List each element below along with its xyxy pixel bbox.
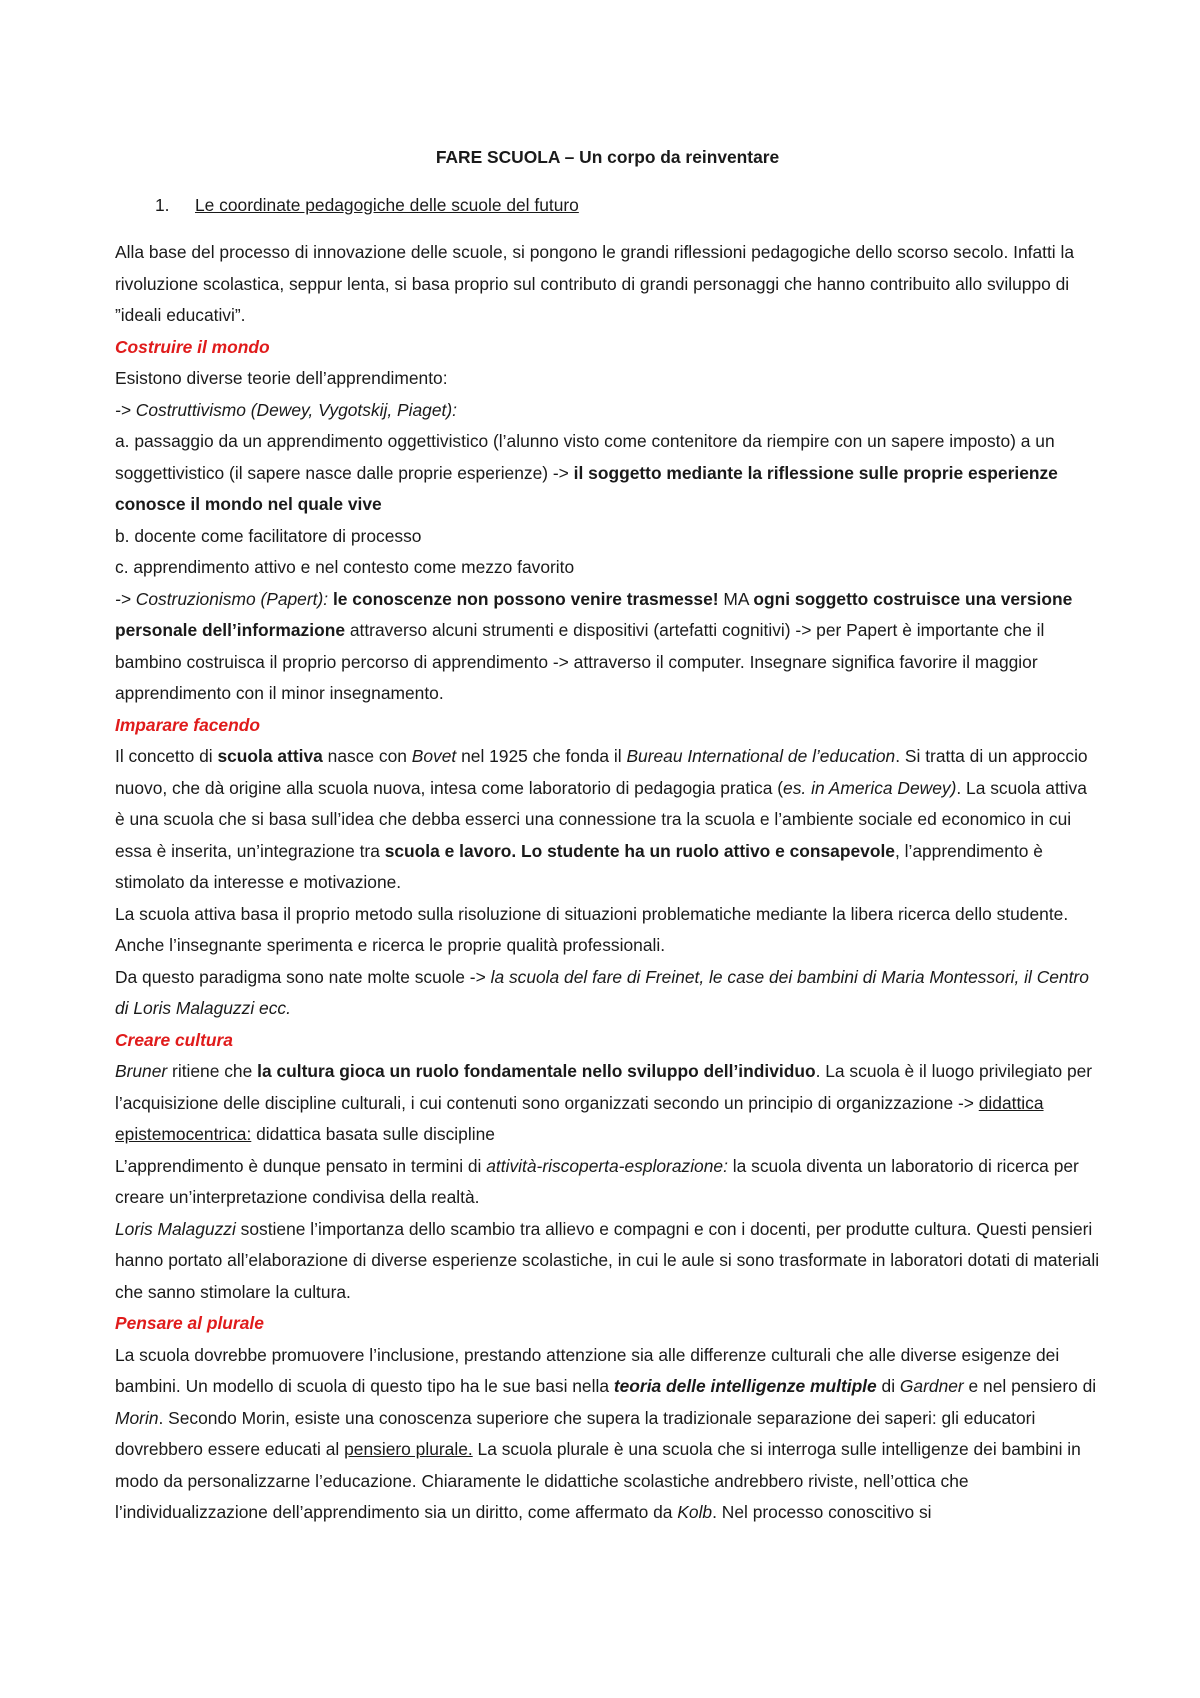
- paragraph: -> Costruttivismo (Dewey, Vygotskij, Piaget):: [115, 399, 457, 420]
- text-run: nasce con: [322, 746, 412, 766]
- text-run: , l’apprendimento è stimolato da interesse e motivazione.: [115, 840, 1043, 892]
- paragraph: [115, 1151, 1100, 1214]
- text-run: . La scuola attiva è una scuola che si basa sull’idea che debba esserci una connessione tra la scuola e l’ambiente sociale ed economico in cui essa è inserita, un’integrazione tra: [115, 777, 1087, 861]
- text-run: . La scuola è il luogo privilegiato per l’acquisizione delle discipline culturali, i cui contenuti sono organizzati secondo un principio di organizzazione ->: [115, 1061, 1093, 1113]
- underlined-run: pensiero plurale.: [344, 1439, 473, 1459]
- section-title-pensare: Pensare al plurale: [115, 1313, 264, 1333]
- text-run: L’apprendimento è dunque pensato in termini di: [115, 1155, 487, 1176]
- text-run: di: [876, 1376, 900, 1396]
- italic-run: la scuola del fare di Freinet, le case dei bambini di Maria Montessori, il Centro di Loris Malaguzzi ecc.: [115, 966, 1089, 1018]
- text-run: MA: [718, 588, 754, 609]
- italic-run: es. in America Dewey): [783, 777, 957, 798]
- text-run: sostiene l’importanza dello scambio tra allievo e compagni e con i docenti, per produtte cultura. Questi pensieri hanno portato all’elaborazione di diverse esperienze scolastiche, in cui le aule si sono trasformate in laboratori dotati di materiali che sanno stimolare la cultura.: [115, 1218, 1100, 1302]
- italic-run: Gardner: [899, 1376, 964, 1396]
- paragraph: [115, 426, 1100, 521]
- italic-run: -> Costruzionismo (Papert):: [115, 588, 333, 609]
- chapter-title: Le coordinate pedagogiche delle scuole del futuro: [195, 194, 579, 215]
- text-run: Da questo paradigma sono nate molte scuole ->: [115, 966, 491, 987]
- intro-paragraph: Alla base del processo di innovazione delle scuole, si pongono le grandi riflessioni pedagogiche dello scorso secolo. Infatti la rivoluzione scolastica, seppur lenta, si basa proprio sul contributo di grandi personaggi che hanno contribuito allo sviluppo di ”ideali educativi”.: [115, 242, 1075, 325]
- paragraph: [115, 741, 1100, 899]
- text-run: La scuola dovrebbe promuovere l’inclusione, prestando attenzione sia alle differenze culturali che alle diverse esigenze dei bambini. Un modello di scuola di questo tipo ha le sue basi nella: [115, 1344, 1060, 1396]
- text-run: La scuola plurale è una scuola che si interroga sulle intelligenze dei bambini in modo da personalizzarne l’educazione. Chiaramente le didattiche scolastiche andrebbero riviste, nell’ottica che l’individualizzazione dell’apprendimento sia un diritto, come affermato da: [115, 1439, 1081, 1522]
- section-title-costruire: Costruire il mondo: [115, 336, 270, 357]
- text-run: Il concetto di: [115, 746, 218, 766]
- paragraph: Esistono diverse teorie dell’apprendimento:: [115, 368, 448, 388]
- section-title-imparare: Imparare facendo: [115, 714, 260, 735]
- text-run: e nel pensiero di: [963, 1376, 1097, 1396]
- bold-run: scuola e lavoro. Lo studente ha un ruolo attivo e consapevole: [384, 840, 895, 861]
- text-run: . Si tratta di un approccio nuovo, che dà origine alla scuola nuova, intesa come laboratorio di pedagogia pratica (: [115, 746, 1088, 798]
- bold-run: scuola attiva: [217, 746, 323, 766]
- bold-run: la cultura gioca un ruolo fondamentale nello sviluppo dell’individuo: [257, 1061, 816, 1081]
- text-run: a. passaggio da un apprendimento oggettivistico (l’alunno visto come contenitore da riempire con un sapere imposto) a un soggettivistico (il sapere nasce dalle proprie esperienze) ->: [115, 431, 1055, 483]
- italic-run: Morin: [115, 1407, 159, 1428]
- paragraph: [115, 962, 1100, 1025]
- italic-run: attività-riscoperta-esplorazione:: [486, 1155, 728, 1176]
- paragraph: La scuola attiva basa il proprio metodo sulla risoluzione di situazioni problematiche mediante la libera ricerca dello studente. Anche l’insegnante sperimenta e ricerca le proprie qualità professionali.: [115, 903, 1069, 955]
- text-run: . Nel processo conoscitivo si: [712, 1502, 932, 1522]
- bold-run: ogni soggetto costruisce una versione personale dell’informazione: [115, 588, 1073, 640]
- bold-run: il soggetto mediante la riflessione sulle proprie esperienze conosce il mondo nel quale vive: [115, 462, 1058, 514]
- text-run: didattica basata sulle discipline: [251, 1124, 495, 1144]
- italic-run: Bureau International de l’education: [626, 746, 896, 766]
- text-run: attraverso alcuni strumenti e dispositivi (artefatti cognitivi) -> per Papert è importante che il bambino costruisca il proprio percorso di apprendimento -> attraverso il computer. Insegnare significa favorire il maggior apprendimento con il minor insegnamento.: [115, 620, 1045, 703]
- document-title: FARE SCUOLA – Un corpo da reinventare: [435, 147, 780, 167]
- paragraph: [115, 584, 1100, 710]
- paragraph: [115, 1340, 1100, 1529]
- paragraph: [115, 1056, 1100, 1151]
- bold-run: le conoscenze non possono venire trasmesse!: [332, 588, 719, 609]
- bold-italic-run: teoria delle intelligenze multiple: [613, 1376, 877, 1396]
- italic-run: Loris Malaguzzi: [115, 1218, 236, 1239]
- italic-run: Bovet: [411, 746, 457, 766]
- text-run: la scuola diventa un laboratorio di ricerca per creare un’interpretazione condivisa della realtà.: [115, 1155, 1079, 1207]
- italic-run: Bruner: [115, 1061, 168, 1081]
- chapter-number: 1.: [155, 194, 170, 215]
- paragraph: [115, 1214, 1100, 1309]
- chapter-heading: [115, 190, 1100, 222]
- text-run: nel 1925 che fonda il: [456, 746, 627, 766]
- text-run: ritiene che: [167, 1061, 258, 1081]
- underlined-run: didattica epistemocentrica:: [115, 1092, 1044, 1144]
- text-run: . Secondo Morin, esiste una conoscenza superiore che supera la tradizionale separazione dei saperi: gli educatori dovrebbero essere educati al: [115, 1407, 1036, 1459]
- section-title-creare: Creare cultura: [115, 1029, 233, 1050]
- italic-run: Kolb: [677, 1502, 713, 1522]
- paragraph: c. apprendimento attivo e nel contesto come mezzo favorito: [115, 557, 575, 577]
- paragraph: b. docente come facilitatore di processo: [115, 525, 422, 546]
